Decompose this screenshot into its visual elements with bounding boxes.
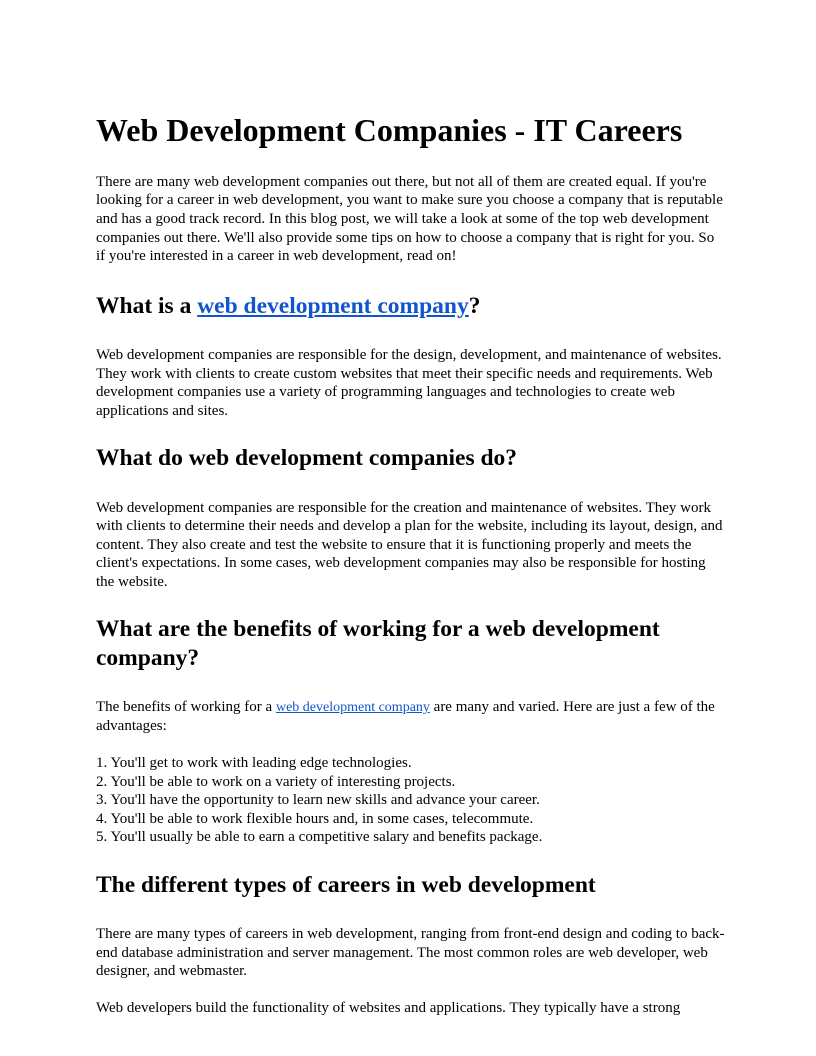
list-item: 3. You'll have the opportunity to learn new skills and advance your career. [96, 792, 540, 809]
heading-prefix: What is a [96, 292, 198, 319]
body-link-web-development-company[interactable]: web development company [275, 699, 430, 715]
section-heading-careers: The different types of careers in web development [96, 872, 596, 899]
section-heading-what-is [96, 292, 726, 320]
list-item: 2. You'll be able to work on a variety of interesting projects. [96, 773, 456, 790]
heading-link-web-development-company[interactable]: web development company [197, 292, 469, 319]
intro-paragraph: There are many web development companies out there, but not all of them are created equal. If you're looking for a career in web development, you want to make sure you choose a company that is reputable and has a good track record. In this blog post, we will take a look at some of the top web development companies out there. We'll also provide some tips on how to choose a company that is right for you. So if you're interested in a career in web development, read on! [96, 173, 723, 265]
list-item: 5. You'll usually be able to earn a competitive salary and benefits package. [96, 829, 543, 846]
body-suffix: are many and varied. Here are just a few of the advantages: [96, 698, 715, 735]
section-body-benefits [96, 698, 726, 736]
body-prefix: The benefits of working for a [96, 698, 276, 715]
section-body-what-do: Web development companies are responsible for the creation and maintenance of websites. They work with clients to determine their needs and develop a plan for the website, including its layout, design, and content. They also create and test the website to ensure that it is functioning properly and meets the client's expectations. In some cases, web development companies may also be responsible for hosting the website. [96, 499, 723, 590]
list-item: 4. You'll be able to work flexible hours and, in some cases, telecommute. [96, 810, 534, 827]
page-title: Web Development Companies - IT Careers [96, 112, 683, 148]
list-item: 1. You'll get to work with leading edge technologies. [96, 755, 412, 772]
section-body-careers-2: Web developers build the functionality of websites and applications. They typically have a strong [96, 999, 681, 1016]
section-heading-what-do: What do web development companies do? [96, 445, 518, 472]
section-heading-benefits: What are the benefits of working for a web development company? [96, 616, 660, 671]
heading-suffix: ? [468, 292, 481, 319]
section-body-careers-1: There are many types of careers in web development, ranging from front-end design and coding to back-end database administration and server management. The most common roles are web developer, web designer, and webmaster. [96, 926, 725, 980]
section-body-what-is: Web development companies are responsible for the design, development, and maintenance of websites. They work with clients to create custom websites that meet their specific needs and requirements. Web development companies use a variety of programming languages and technologies to create web applications and sites. [96, 346, 722, 419]
benefits-list [96, 754, 726, 847]
document-page [96, 112, 726, 1036]
